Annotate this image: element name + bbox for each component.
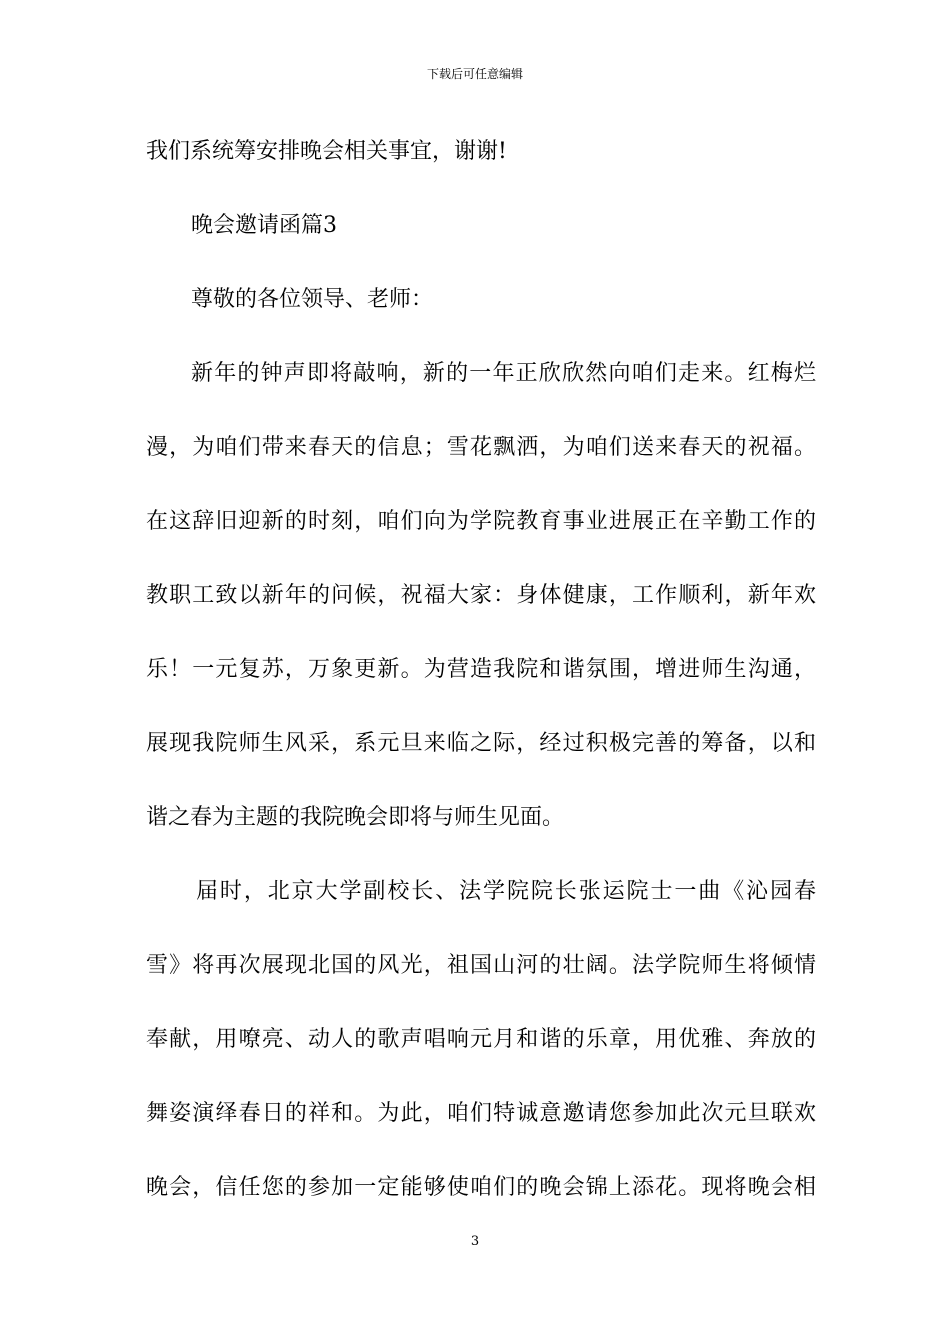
salutation: 尊敬的各位领导、老师： (191, 287, 434, 312)
paragraph-line: 我们系统筹安排晚会相关事宜，谢谢! (146, 139, 507, 164)
paragraph-line: 晚会，信任您的参加一定能够使咱们的晚会锦上添花。现将晚会相 (146, 1175, 818, 1200)
paragraph-line: 新年的钟声即将敲响，新的一年正欣欣然向咱们走来。红梅烂 (191, 361, 818, 386)
paragraph-line: 谐之春为主题的我院晚会即将与师生见面。 (146, 805, 565, 830)
paragraph-line: 漫，为咱们带来春天的信息；雪花飘洒，为咱们送来春天的祝福。 (146, 435, 818, 460)
page-number: 3 (470, 1234, 480, 1249)
paragraph-line: 乐！一元复苏，万象更新。为营造我院和谐氛围，增进师生沟通， (146, 657, 818, 682)
paragraph-line: 届时，北京大学副校长、法学院院长张运院士一曲《沁园春 (196, 879, 818, 904)
section-heading: 晚会邀请函篇3 (191, 213, 337, 238)
paragraph-line: 雪》将再次展现北国的风光，祖国山河的壮阔。法学院师生将倾情 (146, 953, 818, 978)
paragraph-line: 舞姿演绎春日的祥和。为此，咱们特诚意邀请您参加此次元旦联欢 (146, 1101, 818, 1126)
paragraph-line: 奉献，用嘹亮、动人的歌声唱响元月和谐的乐章，用优雅、奔放的 (146, 1027, 818, 1052)
page-header: 下载后可任意编辑 (426, 67, 523, 81)
paragraph-line: 在这辞旧迎新的时刻，咱们向为学院教育事业进展正在辛勤工作的 (146, 509, 818, 534)
paragraph-line: 展现我院师生风采，系元旦来临之际，经过积极完善的筹备，以和 (146, 731, 818, 756)
paragraph-line: 教职工致以新年的问候，祝福大家：身体健康，工作顺利，新年欢 (146, 583, 818, 608)
